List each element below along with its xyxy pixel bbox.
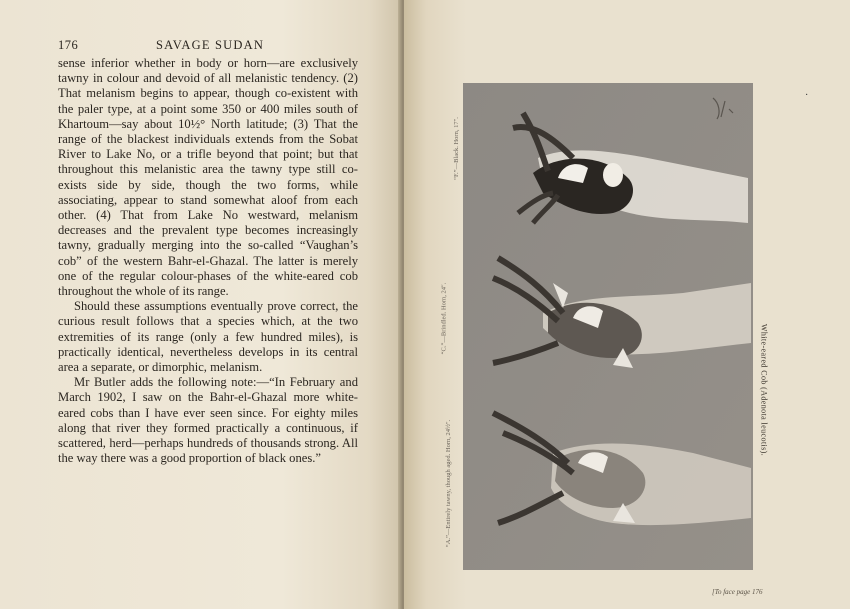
plate-caption <box>757 323 771 457</box>
paragraph: Mr Butler adds the following note:—“In February and March 1902, I saw on the Bahr-el-Ghazal more white-eared cobs than I have ever seen since. For eighty miles along that river they formed practically a continuous, if scattered, herd—perhaps hundreds of thousands strong. All the way there was a good proportion of black ones.” <box>58 375 358 466</box>
paragraph: sense inferior whether in body or horn—are exclusively tawny in colour and devoid of all melanistic tendency. (2) That melanism begins to appear, though co-existent with the paler type, at a point some 350 or 400 miles south of Khartoum—say about 10½° North latitude; (3) That the range of the blackest individuals extends from the Sobat River to Lake No, or a trifle beyond that point; but that throughout this melanistic area the tawny type still co-exists side by side, though the two forms, while associating, appear to stand somewhat aloof from each other. (4) That from Lake No westward, melanism decreases and the prevalent type becomes increasingly tawny, gradually merging into the so-called “Vaughan’s cob” of the western Bahr-el-Ghazal. The latter is merely one of the regular colour-phases of the white-eared cob throughout the whole of its range. <box>58 56 358 299</box>
page-number: 176 <box>58 38 79 52</box>
face-page-note: [To face page 176 <box>712 588 763 596</box>
left-page <box>0 0 402 609</box>
plate-caption-text: White-eared Cob (Adenota leucotis). <box>759 323 769 457</box>
plate-label-a: “A.”—Entirely tawny, though aged. Horn, 24½″. <box>445 419 453 548</box>
antelope-heads-illustration <box>463 83 753 570</box>
plate-label-c: “C.”—Brindled. Horn, 24″. <box>440 282 448 355</box>
plate-label-f: “F.”—Black. Horn, 17″. <box>452 117 460 180</box>
margin-mark: · <box>805 90 809 101</box>
running-head: SAVAGE SUDAN <box>156 38 265 52</box>
body-text <box>58 56 358 466</box>
paragraph: Should these assumptions eventually prove correct, the curious result follows that a species which, at the two extremities of its range (only a few hundred miles), is practically identical, nevertheless develops in its central area a separate, or dimorphic, melanism. <box>58 299 358 375</box>
illustration-plate <box>463 83 753 570</box>
